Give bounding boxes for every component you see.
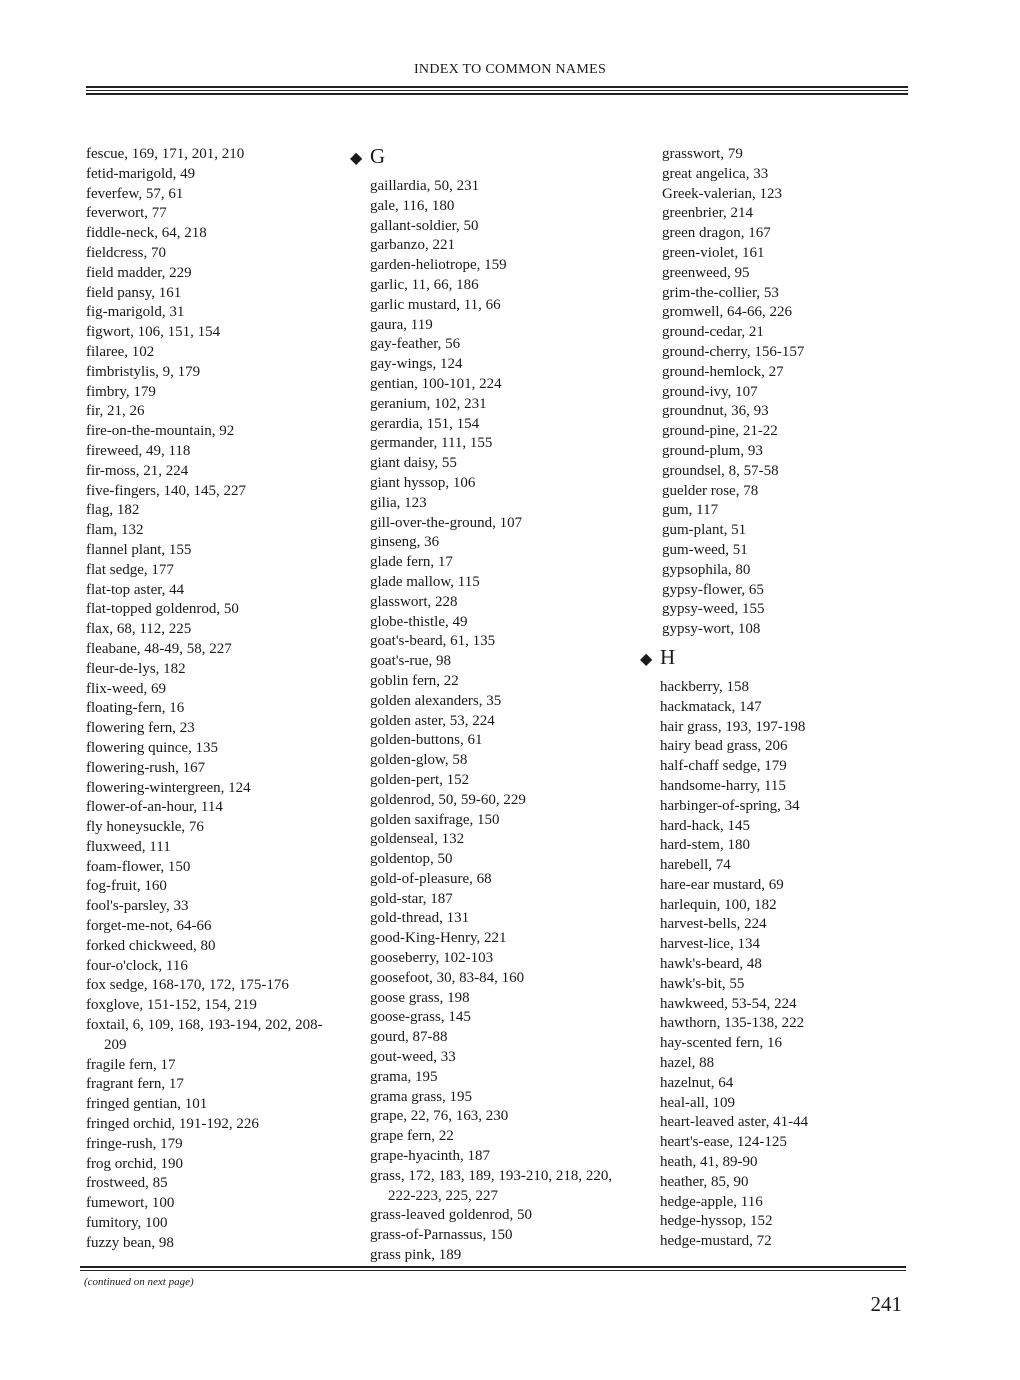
index-entry: green dragon, 167 [662,225,771,242]
index-entry: fimbristylis, 9, 179 [86,363,201,380]
index-entry: hawthorn, 135-138, 222 [660,1015,805,1032]
section-heading-h [640,644,900,672]
index-entry: groundnut, 36, 93 [662,403,769,420]
index-entry: feverfew, 57, 61 [86,185,184,202]
entry-list-g [370,177,620,1266]
index-entry: fog-fruit, 160 [86,878,167,895]
index-entry: hard-stem, 180 [660,837,750,854]
index-entry: harebell, 74 [660,857,731,874]
index-entry: gromwell, 64-66, 226 [662,304,792,321]
index-entry: gypsy-wort, 108 [662,621,761,638]
index-entry: hay-scented fern, 16 [660,1035,783,1052]
index-entry: hedge-apple, 116 [660,1193,763,1210]
index-entry: fleabane, 48-49, 58, 227 [86,640,232,657]
index-entry: garden-heliotrope, 159 [370,257,507,274]
index-entry: forget-me-not, 64-66 [86,918,212,935]
index-entry: gaillardia, 50, 231 [370,178,480,194]
index-entry: grasswort, 79 [662,146,743,162]
index-entry: ground-plum, 93 [662,442,763,459]
index-entry: gentian, 100-101, 224 [370,375,502,392]
index-entry: fumewort, 100 [86,1195,175,1212]
index-entry: grama, 195 [370,1068,438,1085]
index-entry: fig-marigold, 31 [86,304,185,321]
index-entry: ground-ivy, 107 [662,383,758,400]
index-entry: ground-pine, 21-22 [662,423,778,440]
diamond-icon: ◆ [640,650,653,668]
index-entry: harvest-bells, 224 [660,916,767,933]
index-entry: golden-buttons, 61 [370,732,483,749]
index-entry: hard-hack, 145 [660,817,750,834]
section-letter: H [660,644,676,669]
index-entry: harvest-lice, 134 [660,936,760,953]
index-entry: goosefoot, 30, 83-84, 160 [370,969,525,986]
index-entry: four-o'clock, 116 [86,957,188,974]
index-entry: fescue, 169, 171, 201, 210 [86,146,245,162]
index-entry: fire-on-the-mountain, 92 [86,423,235,440]
index-entry: fringed orchid, 191-192, 226 [86,1116,259,1133]
index-entry: great angelica, 33 [662,165,769,182]
index-entry: gale, 116, 180 [370,197,455,214]
index-entry: germander, 111, 155 [370,435,493,452]
index-entry: flat sedge, 177 [86,561,174,578]
index-entry: golden alexanders, 35 [370,692,502,709]
index-entry: grass-of-Parnassus, 150 [370,1227,513,1244]
index-entry: glasswort, 228 [370,593,458,610]
index-entry: gerardia, 151, 154 [370,415,480,432]
section-heading-g [350,144,620,171]
index-entry: gold-star, 187 [370,890,453,907]
index-entry: hazelnut, 64 [660,1074,734,1091]
index-entry: goldentop, 50 [370,851,453,868]
index-entry: grass-leaved goldenrod, 50 [370,1207,533,1224]
index-entry: gilia, 123 [370,494,427,511]
index-entry: flower-of-an-hour, 114 [86,799,223,816]
index-entry: gold-of-pleasure, 68 [370,870,492,887]
index-entry: floating-fern, 16 [86,700,185,717]
index-entry: garlic, 11, 66, 186 [370,276,479,293]
index-entry: flat-top aster, 44 [86,581,185,598]
index-entry: goat's-rue, 98 [370,653,452,670]
index-entry: fragrant fern, 17 [86,1076,184,1093]
index-entry: goldenrod, 50, 59-60, 229 [370,791,526,808]
index-entry: feverwort, 77 [86,205,167,222]
index-entry: flowering-wintergreen, 124 [86,779,251,796]
index-entry: golden-pert, 152 [370,771,470,788]
index-entry: gum-plant, 51 [662,522,747,539]
index-entry: fireweed, 49, 118 [86,442,191,459]
index-entry: heart-leaved aster, 41-44 [660,1114,809,1131]
index-entry: grim-the-collier, 53 [662,284,779,301]
index-entry: field pansy, 161 [86,284,182,301]
index-column-2 [350,145,620,1266]
index-entry: ground-cherry, 156-157 [662,343,805,360]
index-entry: hawk's-beard, 48 [660,956,762,973]
continued-note: (continued on next page) [84,1276,194,1288]
index-entry: ginseng, 36 [370,534,440,551]
index-entry: goblin fern, 22 [370,672,459,689]
index-entry: fox sedge, 168-170, 172, 175-176 [86,977,289,994]
index-entry: hedge-hyssop, 152 [660,1213,773,1230]
index-entry: fleur-de-lys, 182 [86,660,186,677]
index-entry: grass pink, 189 [370,1247,462,1264]
index-entry: fiddle-neck, 64, 218 [86,225,207,242]
index-entry: hedge-mustard, 72 [660,1233,772,1250]
entry-list-g-continued [662,145,900,640]
index-entry: gill-over-the-ground, 107 [370,514,523,531]
index-entry: hawkweed, 53-54, 224 [660,995,797,1012]
index-entry: grass, 172, 183, 189, 193-210, 218, 220, 222-223, 225, 227 [370,1167,613,1204]
index-entry: grape, 22, 76, 163, 230 [370,1108,509,1125]
index-entry: fieldcress, 70 [86,244,166,261]
index-entry: handsome-harry, 115 [660,777,786,794]
index-entry: green-violet, 161 [662,244,765,261]
index-entry: ground-cedar, 21 [662,324,764,341]
index-entry: gout-weed, 33 [370,1049,456,1066]
index-entry: fly honeysuckle, 76 [86,819,204,836]
index-entry: goose grass, 198 [370,989,470,1006]
header-rule [86,90,908,91]
index-entry: hackmatack, 147 [660,698,762,715]
index-entry: forked chickweed, 80 [86,937,216,954]
index-entry: harbinger-of-spring, 34 [660,797,800,814]
index-entry: goldenseal, 132 [370,831,465,848]
index-entry: flix-weed, 69 [86,680,166,697]
index-entry: greenbrier, 214 [662,205,754,222]
index-entry: field madder, 229 [86,264,192,281]
index-entry: groundsel, 8, 57-58 [662,462,779,479]
diamond-icon: ◆ [350,150,363,167]
index-entry: golden-glow, 58 [370,752,468,769]
index-entry: fringed gentian, 101 [86,1096,208,1113]
index-entry: flowering-rush, 167 [86,759,206,776]
index-entry: heather, 85, 90 [660,1173,749,1190]
index-entry: gooseberry, 102-103 [370,950,494,967]
index-entry: filaree, 102 [86,343,155,360]
index-entry: half-chaff sedge, 179 [660,758,787,775]
index-entry: geranium, 102, 231 [370,395,487,412]
index-entry: figwort, 106, 151, 154 [86,324,221,341]
index-entry: grama grass, 195 [370,1088,473,1105]
index-entry: fir-moss, 21, 224 [86,462,189,479]
index-entry: flax, 68, 112, 225 [86,621,192,638]
index-entry: harlequin, 100, 182 [660,896,777,913]
index-entry: golden saxifrage, 150 [370,811,500,828]
index-entry: hawk's-bit, 55 [660,975,745,992]
index-column-1 [86,145,341,1254]
index-entry: gold-thread, 131 [370,910,470,927]
index-entry: fringe-rush, 179 [86,1135,183,1152]
index-entry: gay-feather, 56 [370,336,461,353]
section-letter: G [370,144,386,168]
index-entry: foxglove, 151-152, 154, 219 [86,997,257,1014]
index-entry: hair grass, 193, 197-198 [660,718,806,735]
index-entry: fuzzy bean, 98 [86,1234,174,1251]
index-entry: fetid-marigold, 49 [86,165,196,182]
running-header: INDEX TO COMMON NAMES [413,62,607,77]
index-entry: fragile fern, 17 [86,1056,176,1073]
index-entry: hackberry, 158 [660,678,749,695]
index-entry: grape fern, 22 [370,1128,454,1145]
index-entry: foxtail, 6, 109, 168, 193-194, 202, 208-209 [86,1017,323,1053]
index-entry: gum-weed, 51 [662,541,748,558]
index-entry: gum, 117 [662,502,719,519]
index-entry: flannel plant, 155 [86,541,192,558]
index-entry: foam-flower, 150 [86,858,191,875]
entry-list-f [86,145,341,1254]
index-entry: fool's-parsley, 33 [86,898,189,915]
index-entry: greenweed, 95 [662,264,750,281]
index-entry: hairy bead grass, 206 [660,738,788,755]
index-entry: Greek-valerian, 123 [662,185,782,202]
index-entry: ground-hemlock, 27 [662,363,784,380]
header-rule [86,86,908,88]
index-entry: giant hyssop, 106 [370,474,476,491]
index-entry: fluxweed, 111 [86,838,171,855]
index-entry: golden aster, 53, 224 [370,712,495,729]
index-entry: goat's-beard, 61, 135 [370,633,496,650]
index-entry: heal-all, 109 [660,1094,735,1111]
index-entry: flam, 132 [86,522,144,539]
index-entry: fumitory, 100 [86,1215,168,1232]
index-entry: globe-thistle, 49 [370,613,468,630]
header-rule [86,93,908,95]
index-entry: flat-topped goldenrod, 50 [86,601,239,618]
index-entry: glade fern, 17 [370,554,453,571]
index-entry: glade mallow, 115 [370,573,480,590]
index-entry: gypsy-weed, 155 [662,601,765,618]
index-entry: heart's-ease, 124-125 [660,1134,787,1151]
index-entry: goose-grass, 145 [370,1009,471,1026]
footer-rule [80,1270,906,1271]
index-entry: fir, 21, 26 [86,403,145,420]
index-entry: gaura, 119 [370,316,433,333]
index-entry: fimbry, 179 [86,383,156,400]
footer-rule [80,1266,906,1268]
index-entry: hare-ear mustard, 69 [660,876,784,893]
index-entry: hazel, 88 [660,1055,715,1072]
index-entry: gallant-soldier, 50 [370,217,479,234]
index-entry: guelder rose, 78 [662,482,759,499]
entry-list-h [660,678,900,1252]
index-entry: gourd, 87-88 [370,1029,448,1046]
index-entry: flag, 182 [86,502,140,519]
page-number: 241 [870,1292,902,1316]
index-entry: frog orchid, 190 [86,1155,184,1172]
index-entry: good-King-Henry, 221 [370,930,507,947]
index-entry: frostweed, 85 [86,1175,168,1192]
index-entry: gypsophila, 80 [662,561,751,578]
index-entry: heath, 41, 89-90 [660,1154,758,1171]
index-entry: flowering fern, 23 [86,720,195,737]
index-entry: gypsy-flower, 65 [662,581,764,598]
index-entry: gay-wings, 124 [370,356,463,373]
index-entry: grape-hyacinth, 187 [370,1148,490,1165]
index-entry: five-fingers, 140, 145, 227 [86,482,246,499]
index-entry: giant daisy, 55 [370,455,457,472]
index-entry: garlic mustard, 11, 66 [370,296,501,313]
index-entry: flowering quince, 135 [86,739,219,756]
index-column-3 [640,145,900,1252]
index-entry: garbanzo, 221 [370,237,455,254]
